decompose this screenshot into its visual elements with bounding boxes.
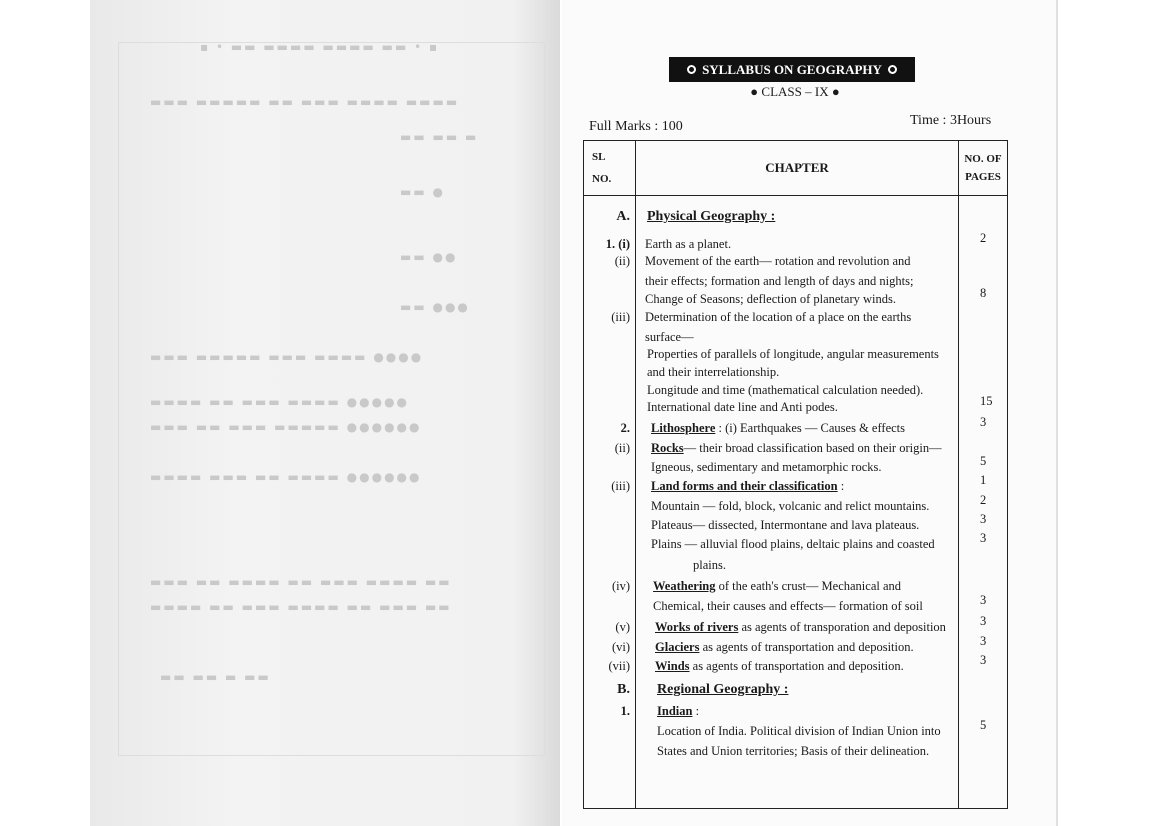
chapter-line: Winds as agents of transportation and deposition. [655, 659, 904, 673]
chapter-line: Properties of parallels of longitude, angular measurements [647, 347, 939, 361]
bleed-through-text: ▬▬▬ ▬▬▬▬▬ ▬▬▬ ▬▬▬▬ ●●●● [150, 350, 424, 364]
page-count: 3 [980, 531, 987, 545]
chapter-line: Glaciers as agents of transportation and deposition. [655, 640, 914, 654]
bleed-through-text: ▬▬▬ ▬▬▬▬▬ ▬▬ ▬▬▬ ▬▬▬▬ ▬▬▬▬ [150, 95, 460, 109]
chapter-line: Regional Geography : [657, 682, 789, 697]
page-title: SYLLABUS ON GEOGRAPHY [702, 61, 882, 77]
topic-heading: Glaciers [655, 640, 700, 654]
chapter-line: plains. [693, 558, 726, 572]
sl-number: B. [617, 682, 630, 697]
chapter-column [637, 197, 957, 807]
syllabus-table [583, 140, 1008, 809]
sl-number: 1. [620, 704, 630, 718]
bullet-icon [687, 65, 696, 74]
chapter-line: Weathering of the eath's crust— Mechanical and [653, 579, 902, 593]
bleed-through-text: ▬▬▬▬ ▬▬ ▬▬▬ ▬▬▬▬ ●●●●● [150, 395, 410, 409]
bullet-icon [888, 65, 897, 74]
chapter-line: Change of Seasons; deflection of planetary winds. [645, 292, 896, 306]
time-allowed: Time : 3Hours [910, 113, 992, 128]
sl-number: (iii) [611, 479, 630, 493]
sl-number: 2. [620, 421, 630, 435]
chapter-line: Igneous, sedimentary and metamorphic rocks. [651, 460, 882, 474]
chapter-line: Physical Geography : [647, 209, 776, 224]
header-sl: SL NO. [584, 141, 636, 196]
page-count: 5 [980, 718, 987, 732]
bleed-through-text: ▬▬▬ ▬▬ ▬▬▬ ▬▬▬▬▬ ●●●●●● [150, 420, 422, 434]
header-pages: NO. OF PAGES [959, 141, 1008, 196]
sl-number: (vi) [611, 640, 630, 654]
chapter-line: Plains — alluvial flood plains, deltaic plains and coasted [651, 537, 935, 551]
sl-number: (ii) [614, 441, 630, 455]
sl-number: 1. (i) [605, 237, 630, 251]
chapter-line: Lithosphere : (i) Earthquakes — Causes & effects [651, 421, 906, 435]
page-count: 3 [980, 415, 987, 429]
sl-number: (iv) [611, 579, 630, 593]
sl-number: (vii) [608, 659, 630, 673]
bleed-through-text: ▬▬▬▬ ▬▬▬ ▬▬ ▬▬▬▬ ●●●●●● [150, 470, 422, 484]
bleed-through-text: ▬▬ ▬▬ ▬ [400, 130, 479, 144]
bleed-through-text: ▬▬ ●● [400, 250, 458, 264]
topic-heading: Rocks [651, 441, 684, 455]
topic-heading: Winds [655, 659, 690, 673]
topic-heading: Weathering [653, 579, 716, 593]
class-label: ● CLASS – IX ● [750, 84, 840, 99]
sl-number: A. [616, 209, 630, 224]
chapter-line: Movement of the earth— rotation and revolution and [645, 254, 911, 268]
chapter-line: their effects; formation and length of days and nights; [645, 274, 914, 288]
bleed-through-text: ▬▬ ● [400, 185, 445, 199]
chapter-line: surface— [645, 330, 694, 344]
chapter-line: Longitude and time (mathematical calculation needed). [647, 383, 924, 397]
chapter-line: Land forms and their classification : [651, 479, 845, 493]
chapter-line: Plateaus— dissected, Intermontane and lava plateaus. [651, 518, 920, 532]
left-page [90, 0, 560, 826]
page-count: 3 [980, 512, 987, 526]
bleed-through-text: ▪ • ▬▬ ▬▬▬▬ ▬▬▬▬ ▬▬ • ▪ [200, 40, 440, 54]
page-count: 1 [980, 473, 987, 487]
bleed-through-text: ▬▬▬ ▬▬ ▬▬▬▬ ▬▬ ▬▬▬ ▬▬▬▬ ▬▬ [150, 575, 452, 589]
page-count: 3 [980, 634, 987, 648]
bleed-through-text: ▬▬ ▬▬ ▬ ▬▬ [160, 670, 271, 684]
topic-heading: Indian [657, 704, 693, 718]
full-marks: Full Marks : 100 [589, 119, 683, 134]
chapter-line: and their interrelationship. [647, 365, 780, 379]
table-header-row [584, 141, 1008, 196]
page-count: 8 [980, 286, 987, 300]
chapter-line: Location of India. Political division of Indian Union into [657, 724, 941, 738]
header-chapter: CHAPTER [636, 141, 959, 196]
bleed-through-text: ▬▬▬▬ ▬▬ ▬▬▬ ▬▬▬▬ ▬▬ ▬▬▬ ▬▬ [150, 600, 452, 614]
chapter-line: Chemical, their causes and effects— formation of soil [653, 599, 923, 613]
page-count: 3 [980, 614, 987, 628]
bleed-through-text: ▬▬ ●●● [400, 300, 470, 314]
page-count: 15 [980, 394, 993, 408]
page-count: 2 [980, 493, 987, 507]
sl-column [585, 197, 634, 807]
table-body [584, 196, 1008, 809]
chapter-line: Determination of the location of a place on the earths [645, 310, 912, 324]
sl-number: (ii) [614, 254, 630, 268]
topic-heading: Land forms and their classification [651, 479, 838, 493]
page-count: 3 [980, 593, 987, 607]
pages-column [960, 197, 1006, 807]
chapter-line: Rocks— their broad classification based on their origin— [651, 441, 942, 455]
page-count: 3 [980, 653, 987, 667]
chapter-line: International date line and Anti podes. [647, 400, 838, 414]
chapter-line: Works of rivers as agents of transporation and deposition [655, 620, 946, 634]
chapter-line: Indian : [657, 704, 700, 718]
topic-heading: Works of rivers [655, 620, 739, 634]
sl-number: (iii) [611, 310, 630, 324]
page-title-banner [669, 57, 915, 82]
chapter-line: States and Union territories; Basis of their delineation. [657, 744, 930, 758]
page-count: 2 [980, 231, 987, 245]
topic-heading: Lithosphere [651, 421, 716, 435]
sl-number: (v) [615, 620, 630, 634]
page-count: 5 [980, 454, 987, 468]
chapter-line: Mountain — fold, block, volcanic and relict mountains. [651, 499, 930, 513]
chapter-line: Earth as a planet. [645, 237, 732, 251]
